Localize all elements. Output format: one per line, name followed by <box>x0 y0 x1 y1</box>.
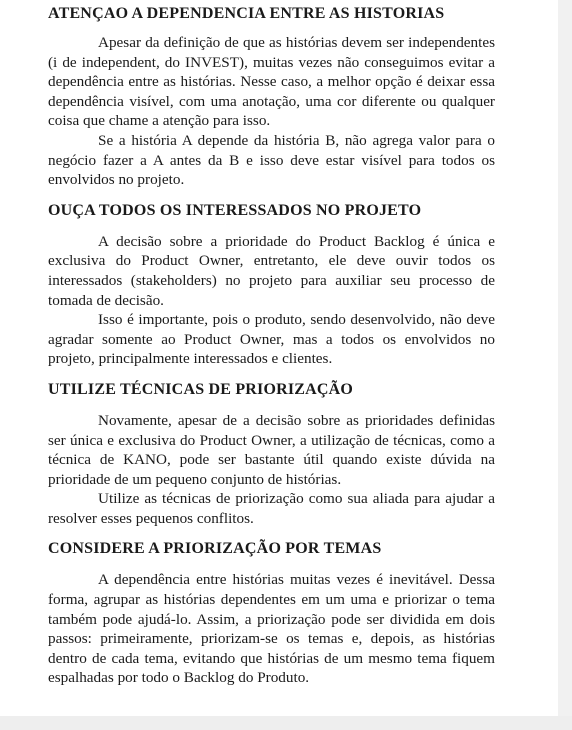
viewer-right-margin <box>558 0 572 730</box>
section-tecnicas <box>48 380 495 529</box>
section-heading: OUÇA TODOS OS INTERESSADOS NO PROJETO <box>48 201 422 219</box>
paragraph: Utilize as técnicas de priorização como sua aliada para ajudar a resolver esses pequenos conflitos. <box>48 490 495 527</box>
section-heading: UTILIZE TÉCNICAS DE PRIORIZAÇÃO <box>48 380 354 398</box>
section-temas <box>48 539 495 688</box>
paragraph: A dependência entre histórias muitas vezes é inevitável. Dessa forma, agrupar as histórias dependentes em um uma e priorizar o tema também pode ajudá-lo. Assim, a priorização pode ser dividida em dois passos: primeiramente, priorizam-se os temas e, depois, as histórias dentro de cada tema, evitando que histórias de um mesmo tema fiquem espalhadas por todo o Backlog do Produto. <box>48 571 495 687</box>
paragraph: Isso é importante, pois o produto, sendo desenvolvido, não deve agradar somente ao Product Owner, mas a todos os envolvidos no projeto, principalmente interessados e clientes. <box>48 311 495 368</box>
section-dependencia <box>48 4 495 190</box>
document-body <box>48 4 495 688</box>
section-interessados <box>48 201 495 369</box>
paragraph: Novamente, apesar de a decisão sobre as prioridades definidas ser única e exclusiva do Product Owner, a utilização de técnicas, como a técnica de KANO, pode ser bastante útil quando existe dúvida na prioridade de um pequeno conjunto de histórias. <box>48 411 495 488</box>
section-heading: CONSIDERE A PRIORIZAÇÃO POR TEMAS <box>48 540 382 558</box>
paragraph: A decisão sobre a prioridade do Product Backlog é única e exclusiva do Product Owner, entretanto, ele deve ouvir todos os interessados (stakeholders) no projeto para auxiliar seu processo de tomada de decisão. <box>48 232 495 309</box>
page-bottom-edge <box>0 716 572 730</box>
paragraph: Apesar da definição de que as histórias devem ser independentes (i de independent, do INVEST), muitas vezes não conseguimos evitar a dependência entre as histórias. Nesse caso, a melhor opção é deixar essa dependência visível, com uma anotação, uma cor diferente ou qualquer coisa que chame a atenção para isso. <box>48 34 495 130</box>
section-heading: ATENÇAO A DEPENDENCIA ENTRE AS HISTORIAS <box>48 5 445 22</box>
paragraph: Se a história A depende da história B, não agrega valor para o negócio fazer a A antes da B e isso deve estar visível para todos os envolvidos no projeto. <box>48 131 495 189</box>
